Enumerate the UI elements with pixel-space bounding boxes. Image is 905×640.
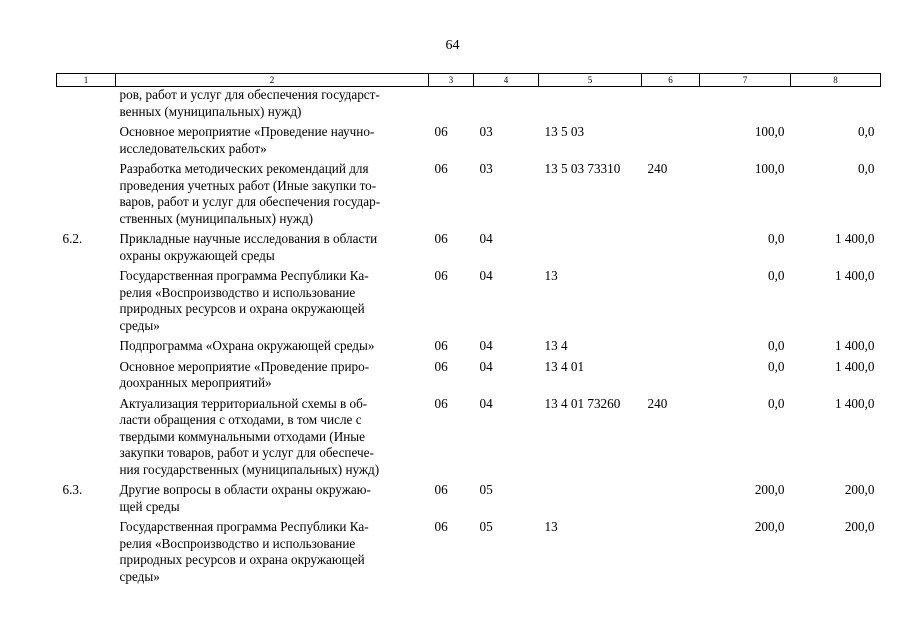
subsection-code: 03 <box>479 161 493 176</box>
section-code: 06 <box>434 482 448 497</box>
expense-type-code <box>642 515 700 585</box>
row-number <box>57 87 116 121</box>
row-name <box>116 478 429 515</box>
amount-col7: 0,0 <box>768 358 785 374</box>
row-name <box>116 515 429 585</box>
table-row <box>57 478 881 515</box>
page-number: 64 <box>445 38 460 53</box>
section-code: 06 <box>434 231 448 246</box>
row-name-line: релия «Воспроизводство и использование <box>119 535 356 551</box>
table-body <box>57 87 881 586</box>
row-name-line: охраны окружающей среды <box>119 247 275 263</box>
row-name-line: Основное мероприятие «Проведение приро- <box>119 358 370 374</box>
column-number-row <box>57 74 881 87</box>
column-header: 1 <box>57 74 116 87</box>
row-name <box>116 392 429 479</box>
target-article-code: 13 4 <box>544 338 568 353</box>
expense-type-code <box>642 264 700 334</box>
amount-col7: 200,0 <box>754 482 785 497</box>
amount-col7: 0,0 <box>768 231 785 246</box>
row-name <box>116 227 429 264</box>
amount-col8: 1 400,0 <box>834 358 875 374</box>
row-name-line: Разработка методических рекомендаций для <box>119 161 369 176</box>
row-name-line: варов, работ и услуг для обеспечения государ- <box>119 194 381 209</box>
table-row <box>57 392 881 479</box>
amount-col7: 0,0 <box>768 338 785 353</box>
row-name-line: проведения учетных работ (Иные закупки то- <box>119 177 377 193</box>
row-name-line: релия «Воспроизводство и использование <box>119 284 356 300</box>
row-name <box>116 87 429 121</box>
column-header: 3 <box>429 74 474 87</box>
column-header: 8 <box>791 74 881 87</box>
row-name-line: Государственная программа Республики Ка- <box>119 268 369 283</box>
table-row <box>57 264 881 334</box>
row-number <box>57 515 116 585</box>
column-header: 2 <box>116 74 429 87</box>
subsection-code: 04 <box>479 395 493 411</box>
expense-type-code <box>642 120 700 157</box>
row-name-line: доохранных мероприятий» <box>119 375 272 390</box>
amount-col8: 0,0 <box>858 161 875 176</box>
amount-col8 <box>791 87 881 121</box>
subsection-code: 04 <box>479 338 493 353</box>
subsection-code: 05 <box>479 482 493 497</box>
table-row <box>57 334 881 355</box>
row-name-line: Подпрограмма «Охрана окружающей среды» <box>119 338 375 353</box>
row-name <box>116 355 429 392</box>
row-name-line: ласти обращения с отходами, в том числе с <box>119 412 362 427</box>
expense-type-code <box>642 87 700 121</box>
section-code: 06 <box>434 395 448 411</box>
row-name-line: твердыми коммунальными отходами (Иные <box>119 428 365 444</box>
amount-col7: 200,0 <box>754 519 785 534</box>
expense-type-code: 240 <box>647 161 668 176</box>
section-code: 06 <box>434 338 448 353</box>
table-row <box>57 157 881 227</box>
row-name-line: Актуализация территориальной схемы в об- <box>119 395 368 411</box>
row-name-line: природных ресурсов и охрана окружающей <box>119 552 365 567</box>
row-name-line: среды» <box>119 317 160 333</box>
section-code: 06 <box>434 161 448 176</box>
row-number: 6.2. <box>62 231 83 246</box>
row-name-line: ственных (муниципальных) нужд) <box>119 210 314 226</box>
row-number <box>57 392 116 479</box>
row-name-line: Прикладные научные исследования в области <box>119 231 378 246</box>
row-name-line: закупки товаров, работ и услуг для обеспече- <box>119 445 374 460</box>
row-name <box>116 264 429 334</box>
budget-table <box>56 73 881 585</box>
subsection-code <box>474 87 539 121</box>
amount-col8: 1 400,0 <box>834 231 875 246</box>
table-row <box>57 87 881 121</box>
target-article-code: 13 <box>544 519 558 534</box>
amount-col7 <box>700 87 791 121</box>
expense-type-code: 240 <box>647 395 668 411</box>
row-number <box>57 157 116 227</box>
row-number <box>57 264 116 334</box>
row-name <box>116 334 429 355</box>
row-number <box>57 334 116 355</box>
row-name <box>116 120 429 157</box>
subsection-code: 05 <box>479 519 493 534</box>
expense-type-code <box>642 227 700 264</box>
subsection-code: 04 <box>479 231 493 246</box>
section-code: 06 <box>434 124 448 139</box>
expense-type-code <box>642 334 700 355</box>
row-number <box>57 120 116 157</box>
target-article-code <box>539 87 642 121</box>
subsection-code: 03 <box>479 124 493 139</box>
target-article-code: 13 5 03 <box>544 124 585 139</box>
row-name-line: исследовательских работ» <box>119 140 267 156</box>
target-article-code <box>539 478 642 515</box>
amount-col8: 1 400,0 <box>834 395 875 411</box>
section-code <box>429 87 474 121</box>
row-name-line: Другие вопросы в области охраны окружаю- <box>119 482 371 497</box>
row-name-line: венных (муниципальных) нужд) <box>119 103 302 119</box>
row-name-line: среды» <box>119 568 160 584</box>
row-name-line: ров, работ и услуг для обеспечения государст- <box>119 87 380 102</box>
subsection-code: 04 <box>479 268 493 283</box>
amount-col7: 100,0 <box>754 161 785 176</box>
amount-col8: 200,0 <box>844 482 875 497</box>
target-article-code: 13 4 01 73260 <box>544 395 621 411</box>
row-name-line: щей среды <box>119 498 180 514</box>
column-header: 6 <box>642 74 700 87</box>
table-row <box>57 227 881 264</box>
target-article-code: 13 5 03 73310 <box>544 161 621 176</box>
amount-col7: 0,0 <box>768 395 785 411</box>
subsection-code: 04 <box>479 358 493 374</box>
amount-col8: 0,0 <box>858 124 875 139</box>
row-name-line: ния государственных (муниципальных) нужд) <box>119 461 380 477</box>
target-article-code: 13 4 01 <box>544 358 585 374</box>
expense-type-code <box>642 355 700 392</box>
row-name-line: Основное мероприятие «Проведение научно- <box>119 124 375 139</box>
column-header: 4 <box>474 74 539 87</box>
amount-col7: 100,0 <box>754 124 785 139</box>
amount-col8: 1 400,0 <box>834 338 875 353</box>
column-header: 5 <box>539 74 642 87</box>
section-code: 06 <box>434 268 448 283</box>
row-name-line: Государственная программа Республики Ка- <box>119 519 369 534</box>
row-number <box>57 355 116 392</box>
amount-col7: 0,0 <box>768 268 785 283</box>
row-name-line: природных ресурсов и охрана окружающей <box>119 301 365 316</box>
table-row <box>57 355 881 392</box>
section-code: 06 <box>434 519 448 534</box>
column-header: 7 <box>700 74 791 87</box>
section-code: 06 <box>434 358 448 374</box>
amount-col8: 200,0 <box>844 519 875 534</box>
target-article-code <box>539 227 642 264</box>
table-row <box>57 515 881 585</box>
row-number: 6.3. <box>62 482 83 497</box>
expense-type-code <box>642 478 700 515</box>
table-row <box>57 120 881 157</box>
target-article-code: 13 <box>544 268 558 283</box>
amount-col8: 1 400,0 <box>834 268 875 283</box>
row-name <box>116 157 429 227</box>
